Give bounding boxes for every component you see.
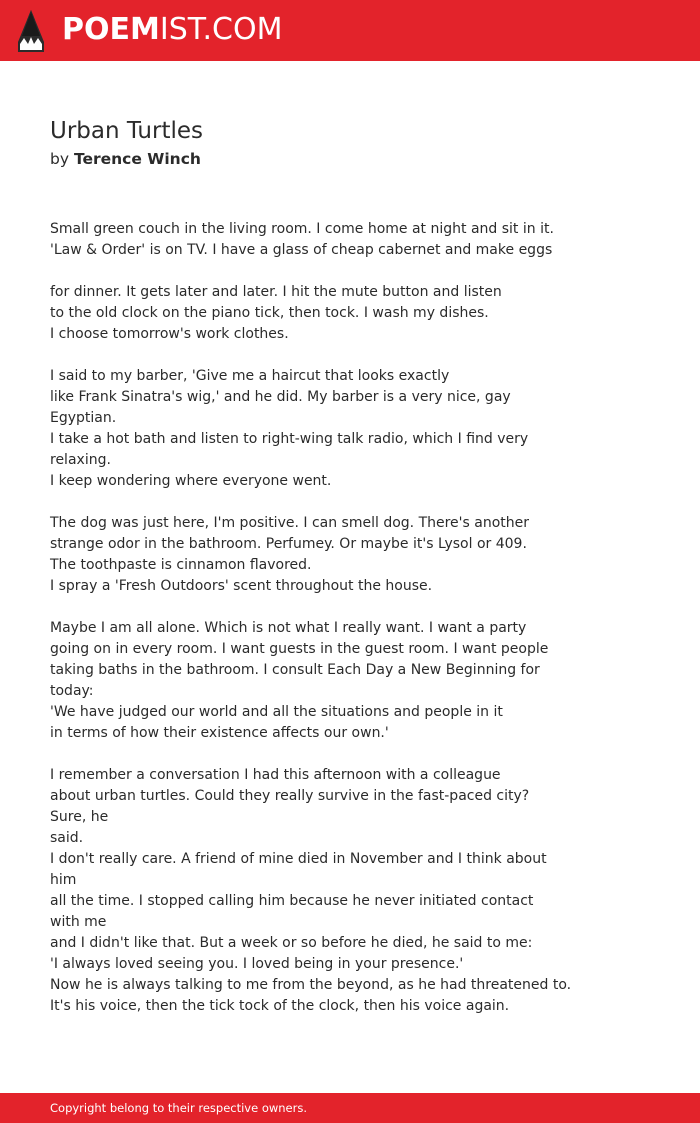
stanza-break: [50, 261, 570, 282]
stanza-break: [50, 597, 570, 618]
poem-line: about urban turtles. Could they really survive in the fast-paced city?: [50, 788, 530, 804]
stanza-break: [50, 345, 570, 366]
poem-line: today:: [50, 683, 94, 699]
poem-line: relaxing.: [50, 452, 111, 468]
poem-line: taking baths in the bathroom. I consult Each Day a New Beginning for: [50, 662, 540, 678]
poem-line: Now he is always talking to me from the beyond, as he had threatened to.: [50, 977, 572, 993]
poem-line: Sure, he: [50, 809, 109, 825]
poem-line: for dinner. It gets later and later. I hit the mute button and listen: [50, 284, 502, 300]
poem-line: Maybe I am all alone. Which is not what I really want. I want a party: [50, 620, 527, 636]
author-name: Terence Winch: [73, 150, 201, 168]
poem-line: I spray a 'Fresh Outdoors' scent throughout the house.: [50, 578, 433, 594]
poem-line: and I didn't like that. But a week or so before he died, he said to me:: [50, 935, 533, 951]
poem-line: I said to my barber, 'Give me a haircut that looks exactly: [50, 368, 450, 384]
poem-title: Urban Turtles: [50, 118, 204, 144]
by-label: by: [50, 150, 70, 168]
poem-line: Egyptian.: [50, 410, 117, 426]
poem-body: [50, 219, 570, 1017]
poem-line: in terms of how their existence affects our own.': [50, 725, 389, 741]
byline: [50, 149, 201, 169]
pencil-tip-icon[interactable]: [18, 10, 44, 52]
logo-bold-text: POEM: [62, 12, 160, 47]
copyright-text: Copyright belong to their respective owners.: [50, 1101, 308, 1115]
poem-line: The toothpaste is cinnamon flavored.: [50, 557, 312, 573]
poem-line: all the time. I stopped calling him because he never initiated contact: [50, 893, 534, 909]
poem-line: I choose tomorrow's work clothes.: [50, 326, 289, 342]
poem-line: 'We have judged our world and all the situations and people in it: [50, 704, 503, 720]
poem-line: strange odor in the bathroom. Perfumey. Or maybe it's Lysol or 409.: [50, 536, 527, 552]
poem-line: said.: [50, 830, 84, 846]
poem-line: The dog was just here, I'm positive. I can smell dog. There's another: [50, 515, 530, 531]
stanza-break: [50, 744, 570, 765]
poem-line: I keep wondering where everyone went.: [50, 473, 332, 489]
site-logo[interactable]: [62, 13, 282, 47]
stanza-break: [50, 492, 570, 513]
poem-line: It's his voice, then the tick tock of the clock, then his voice again.: [50, 998, 510, 1014]
poem-line: to the old clock on the piano tick, then tock. I wash my dishes.: [50, 305, 489, 321]
site-footer: [0, 1093, 700, 1123]
poem-line: 'I always loved seeing you. I loved being in your presence.': [50, 956, 464, 972]
poem-line: like Frank Sinatra's wig,' and he did. My barber is a very nice, gay: [50, 389, 511, 405]
poem-line: I don't really care. A friend of mine died in November and I think about: [50, 851, 547, 867]
poem-line: with me: [50, 914, 107, 930]
poem-line: I remember a conversation I had this afternoon with a colleague: [50, 767, 501, 783]
poem-line: him: [50, 872, 77, 888]
poem-line: Small green couch in the living room. I come home at night and sit in it.: [50, 221, 554, 237]
logo-light-text: IST.COM: [159, 12, 283, 47]
site-header: [0, 0, 700, 61]
poem-line: 'Law & Order' is on TV. I have a glass of cheap cabernet and make eggs: [50, 242, 553, 258]
poem-line: going on in every room. I want guests in the guest room. I want people: [50, 641, 549, 657]
poem-line: I take a hot bath and listen to right-wing talk radio, which I find very: [50, 431, 529, 447]
